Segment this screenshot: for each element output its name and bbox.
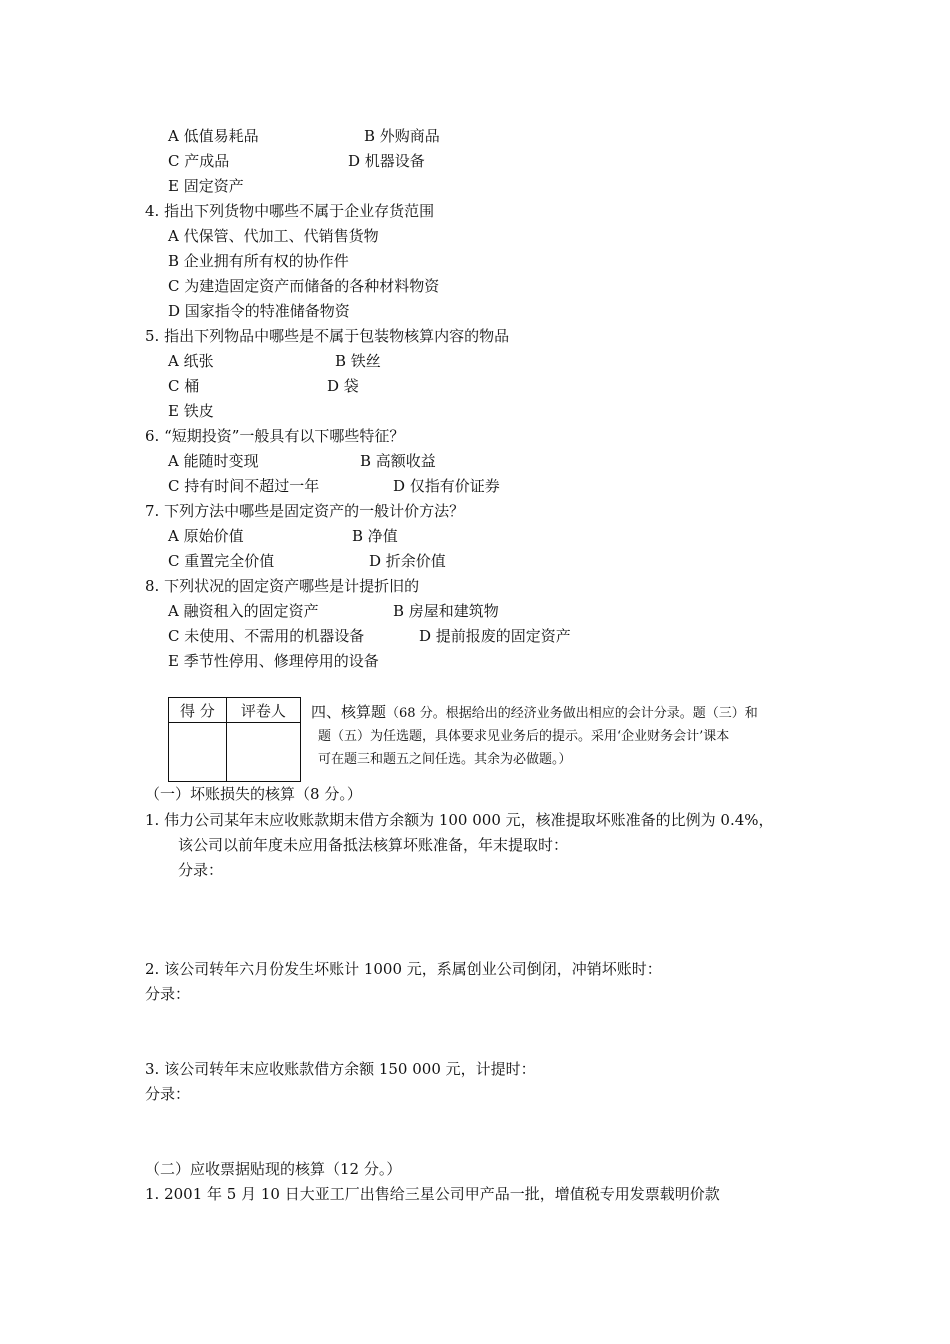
q8-option-c: C 未使用、不需用的机器设备 bbox=[168, 627, 365, 645]
q7-option-c: C 重置完全价值 bbox=[168, 552, 275, 570]
q4-option-b: B 企业拥有所有权的协作件 bbox=[168, 252, 349, 270]
q8-option-b: B 房屋和建筑物 bbox=[393, 602, 499, 620]
section4-heading bbox=[311, 702, 758, 723]
q3-option-d: D 机器设备 bbox=[348, 152, 425, 170]
part1-title: （一）坏账损失的核算（8 分。） bbox=[145, 785, 362, 803]
q3-option-b: B 外购商品 bbox=[364, 127, 440, 145]
q7-option-a: A 原始价值 bbox=[168, 527, 244, 545]
score-cell[interactable] bbox=[169, 723, 227, 782]
score-header: 得 分 bbox=[169, 698, 227, 723]
q3-option-c: C 产成品 bbox=[168, 152, 230, 170]
part1-q1-line2: 该公司以前年度未应用备抵法核算坏账准备，年末提取时： bbox=[178, 836, 569, 854]
q7-option-d: D 折余价值 bbox=[369, 552, 446, 570]
part1-q3-entry-label: 分录： bbox=[145, 1085, 191, 1103]
q8-stem: 8. 下列状况的固定资产哪些是计提折旧的 bbox=[145, 577, 420, 595]
q4-option-c: C 为建造固定资产而储备的各种材料物资 bbox=[168, 277, 440, 295]
q6-option-b: B 高额收益 bbox=[360, 452, 436, 470]
q4-stem: 4. 指出下列货物中哪些不属于企业存货范围 bbox=[145, 202, 435, 220]
grader-header: 评卷人 bbox=[226, 698, 300, 723]
q5-option-e: E 铁皮 bbox=[168, 402, 214, 420]
q6-option-d: D 仅指有价证券 bbox=[393, 477, 500, 495]
q5-option-d: D 袋 bbox=[327, 377, 359, 395]
q5-stem: 5. 指出下列物品中哪些是不属于包装物核算内容的物品 bbox=[145, 327, 510, 345]
part1-q1-entry-label: 分录： bbox=[178, 861, 224, 879]
part1-q1-line1: 1. 伟力公司某年末应收账款期末借方余额为 100 000 元，核准提取坏账准备的比例为 0.4%， bbox=[145, 811, 774, 829]
section4-note-1: （68 分。根据给出的经济业务做出相应的会计分录。题（三）和 bbox=[386, 706, 758, 721]
q8-option-e: E 季节性停用、修理停用的设备 bbox=[168, 652, 379, 670]
q6-option-c: C 持有时间不超过一年 bbox=[168, 477, 320, 495]
q5-option-a: A 纸张 bbox=[168, 352, 214, 370]
q3-option-e: E 固定资产 bbox=[168, 177, 244, 195]
section4-note-3: 可在题三和题五之间任选。其余为必做题。） bbox=[318, 752, 572, 767]
q6-stem: 6. “短期投资”一般具有以下哪些特征？ bbox=[145, 427, 405, 445]
q5-option-b: B 铁丝 bbox=[335, 352, 381, 370]
part2-title: （二）应收票据贴现的核算（12 分。） bbox=[145, 1160, 402, 1178]
q8-option-d: D 提前报废的固定资产 bbox=[419, 627, 571, 645]
part1-q2-line1: 2. 该公司转年六月份发生坏账计 1000 元，系属创业公司倒闭，冲销坏账时： bbox=[145, 960, 662, 978]
grader-cell[interactable] bbox=[226, 723, 300, 782]
q8-option-a: A 融资租入的固定资产 bbox=[168, 602, 319, 620]
q5-option-c: C 桶 bbox=[168, 377, 200, 395]
q7-stem: 7. 下列方法中哪些是固定资产的一般计价方法？ bbox=[145, 502, 465, 520]
part2-q1-line1: 1. 2001 年 5 月 10 日大亚工厂出售给三星公司甲产品一批，增值税专用发票载明价款 bbox=[145, 1185, 720, 1203]
section4-title: 四、核算题 bbox=[311, 703, 387, 721]
part1-q2-entry-label: 分录： bbox=[145, 985, 191, 1003]
section4-note-2: 题（五）为任选题，具体要求见业务后的提示。采用‘企业财务会计’课本 bbox=[318, 729, 730, 744]
part1-q3-line1: 3. 该公司转年末应收账款借方余额 150 000 元，计提时： bbox=[145, 1060, 536, 1078]
q4-option-a: A 代保管、代加工、代销售货物 bbox=[168, 227, 379, 245]
score-table bbox=[168, 697, 301, 782]
q7-option-b: B 净值 bbox=[352, 527, 398, 545]
q3-option-a: A 低值易耗品 bbox=[168, 127, 259, 145]
q6-option-a: A 能随时变现 bbox=[168, 452, 259, 470]
q4-option-d: D 国家指令的特准储备物资 bbox=[168, 302, 350, 320]
